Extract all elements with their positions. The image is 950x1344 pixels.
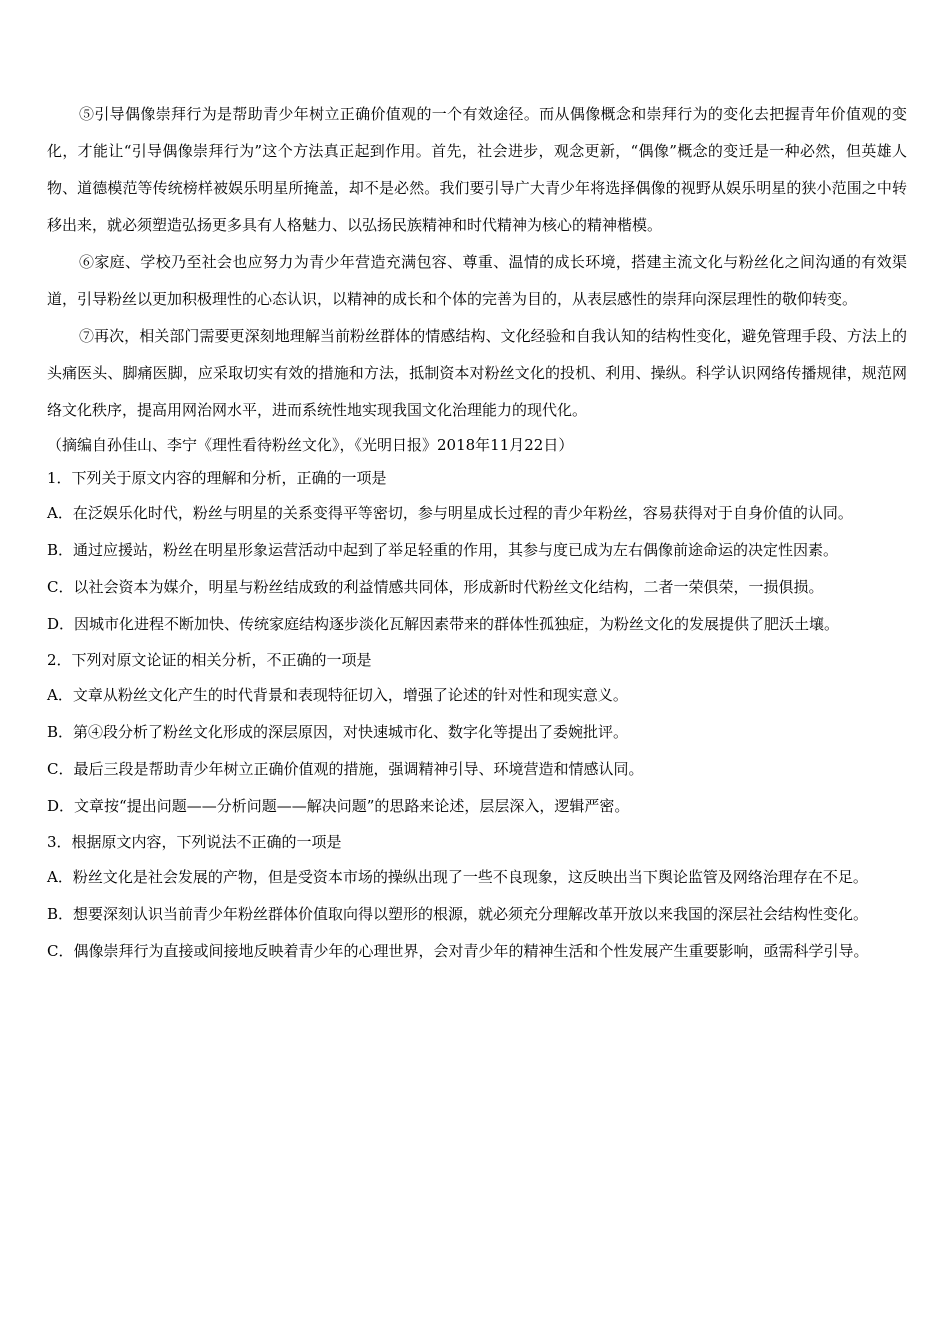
option-d: D．文章按“提出问题——分析问题——解决问题”的思路来论述，层层深入，逻辑严密。 xyxy=(47,797,630,815)
question-3 xyxy=(47,825,907,970)
option-b: B．想要深刻认识当前青少年粉丝群体价值取向得以塑形的根源，就必须充分理解改革开放以来我国的深层社会结构性变化。 xyxy=(47,905,869,923)
passage-source: （摘编自孙佳山、李宁《理性看待粉丝文化》，《光明日报》2018年11月22日） xyxy=(47,436,574,454)
option-a: A．在泛娱乐化时代，粉丝与明星的关系变得平等密切，参与明星成长过程的青少年粉丝，容易获得对于自身价值的认同。 xyxy=(47,504,853,522)
document-page xyxy=(47,96,907,970)
question-2 xyxy=(47,643,907,825)
option-a: A．文章从粉丝文化产生的时代背景和表现特征切入，增强了论述的针对性和现实意义。 xyxy=(47,686,628,704)
question-stem: 2．下列对原文论证的相关分析，不正确的一项是 xyxy=(47,651,372,669)
question-stem: 1．下列关于原文内容的理解和分析，正确的一项是 xyxy=(47,469,387,487)
question-stem: 3．根据原文内容，下列说法不正确的一项是 xyxy=(47,833,342,851)
option-d: D．因城市化进程不断加快、传统家庭结构逐步淡化瓦解因素带来的群体性孤独症，为粉丝文化的发展提供了肥沃土壤。 xyxy=(47,615,840,633)
option-b: B．通过应援站，粉丝在明星形象运营活动中起到了举足轻重的作用，其参与度已成为左右偶像前途命运的决定性因素。 xyxy=(47,541,839,559)
option-c: C．以社会资本为媒介，明星与粉丝结成致的利益情感共同体，形成新时代粉丝文化结构，二者一荣俱荣，一损俱损。 xyxy=(47,578,824,596)
option-a: A．粉丝文化是社会发展的产物，但是受资本市场的操纵出现了一些不良现象，这反映出当下舆论监管及网络治理存在不足。 xyxy=(47,868,868,886)
option-c: C．最后三段是帮助青少年树立正确价值观的措施，强调精神引导、环境营造和情感认同。 xyxy=(47,760,644,778)
passage-paragraph-5: ⑤引导偶像崇拜行为是帮助青少年树立正确价值观的一个有效途径。而从偶像概念和崇拜行为的变化去把握青年价值观的变化，才能让“引导偶像崇拜行为”这个方法真正起到作用。首先，社会进步，观念更新，“偶像”概念的变迁是一种必然，但英雄人物、道德模范等传统榜样被娱乐明星所掩盖，却不是必然。我们要引导广大青少年将选择偶像的视野从娱乐明星的狭小范围之中转移出来，就必须塑造弘扬更多具有人格魅力、以弘扬民族精神和时代精神为核心的精神楷模。 xyxy=(47,105,907,234)
passage-paragraph-7: ⑦再次，相关部门需要更深刻地理解当前粉丝群体的情感结构、文化经验和自我认知的结构性变化，避免管理手段、方法上的头痛医头、脚痛医脚，应采取切实有效的措施和方法，抵制资本对粉丝文化的投机、利用、操纵。科学认识网络传播规律，规范网络文化秩序，提高用网治网水平，进而系统性地实现我国文化治理能力的现代化。 xyxy=(47,327,907,419)
question-1 xyxy=(47,461,907,643)
option-c: C．偶像崇拜行为直接或间接地反映着青少年的心理世界，会对青少年的精神生活和个性发展产生重要影响，亟需科学引导。 xyxy=(47,942,869,960)
option-b: B．第④段分析了粉丝文化形成的深层原因，对快速城市化、数字化等提出了委婉批评。 xyxy=(47,723,629,741)
passage-paragraph-6: ⑥家庭、学校乃至社会也应努力为青少年营造充满包容、尊重、温情的成长环境，搭建主流文化与粉丝化之间沟通的有效渠道，引导粉丝以更加积极理性的心态认识，以精神的成长和个体的完善为目的，从表层感性的崇拜向深层理性的敬仰转变。 xyxy=(47,253,907,308)
